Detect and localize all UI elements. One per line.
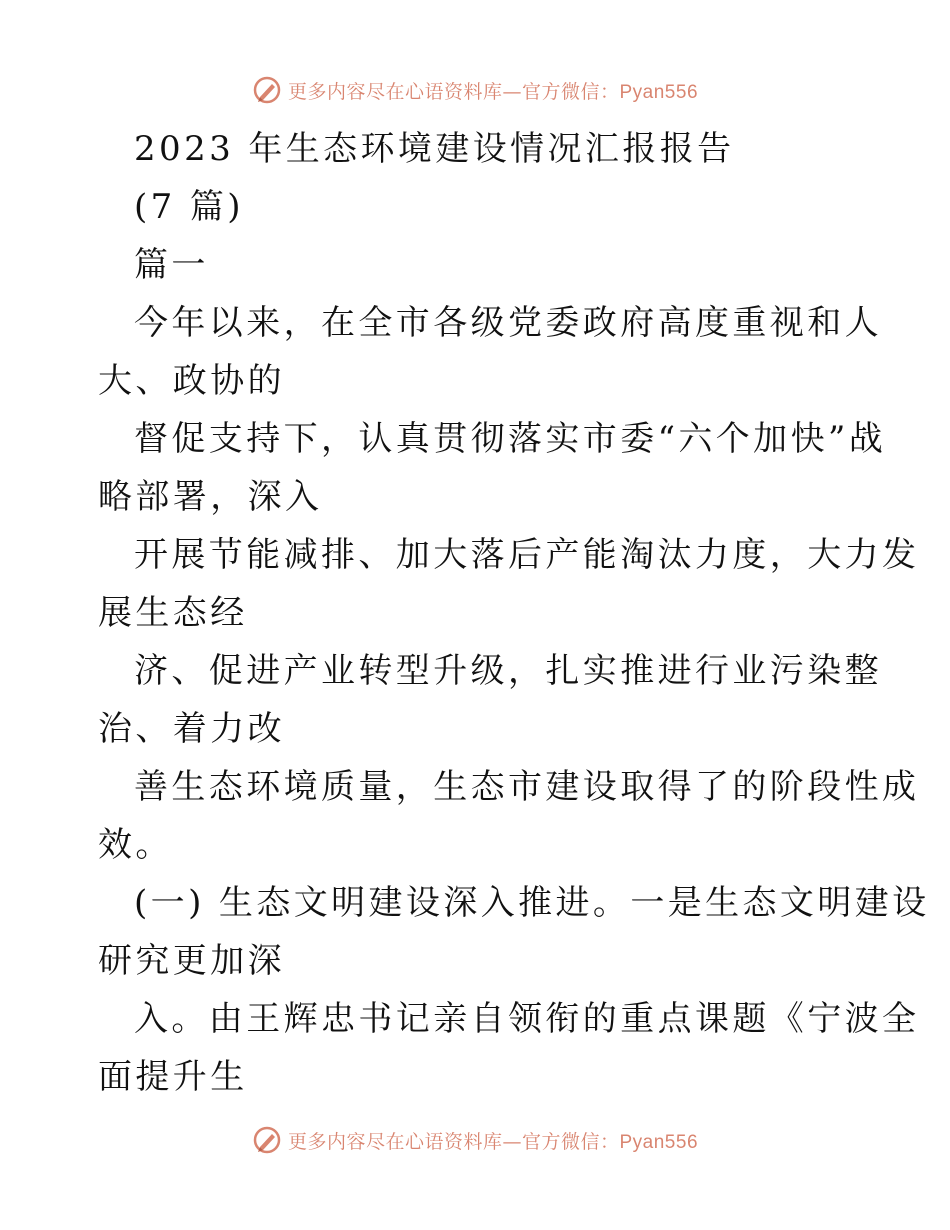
- paragraph-line: 展生态经: [98, 593, 248, 633]
- section-heading: 篇一: [134, 245, 209, 285]
- paragraph-line: 济、促进产业转型升级，扎实推进行业污染整: [134, 651, 882, 691]
- watermark-handle: Pyan556: [619, 1131, 699, 1153]
- paragraph-line: 面提升生: [98, 1057, 248, 1097]
- paragraph-line: 今年以来，在全市各级党委政府高度重视和人: [134, 303, 882, 343]
- paragraph-line: 效。: [98, 825, 173, 865]
- paragraph-line: (一) 生态文明建设深入推进。一是生态文明建设: [134, 883, 930, 923]
- paragraph-line: 督促支持下，认真贯彻落实市委“六个加快”战: [134, 419, 887, 459]
- header-watermark: [0, 72, 950, 108]
- paragraph-line: 开展节能减排、加大落后产能淘汰力度，大力发: [134, 535, 920, 575]
- paragraph-line: 略部署，深入: [98, 477, 323, 517]
- document-title: 2023 年生态环境建设情况汇报报告: [134, 129, 735, 169]
- paragraph-line: 治、着力改: [98, 709, 285, 749]
- watermark-handle: Pyan556: [619, 81, 699, 103]
- watermark-text: 更多内容尽在心语资料库—官方微信：Pyan556: [287, 1130, 699, 1153]
- paragraph-line: 研究更加深: [98, 941, 285, 981]
- pen-logo-icon: [252, 75, 282, 105]
- document-body: [98, 120, 930, 1106]
- pen-logo-icon: [252, 1125, 282, 1155]
- paragraph-line: 入。由王辉忠书记亲自领衔的重点课题《宁波全: [134, 999, 920, 1039]
- footer-watermark: [0, 1122, 950, 1158]
- watermark-text: 更多内容尽在心语资料库—官方微信：Pyan556: [287, 80, 699, 103]
- document-title-count: (7 篇): [134, 187, 244, 227]
- paragraph-line: 大、政协的: [98, 361, 285, 401]
- paragraph-line: 善生态环境质量，生态市建设取得了的阶段性成: [134, 767, 920, 807]
